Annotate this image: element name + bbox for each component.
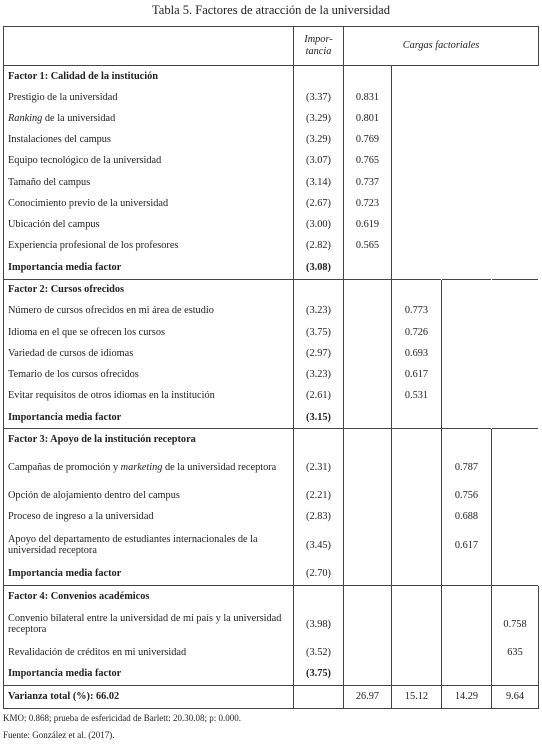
item-label-rest: de la universidad bbox=[42, 113, 116, 125]
item-loading: 0.758 bbox=[492, 607, 539, 642]
table-row bbox=[4, 172, 539, 193]
item-importance: (3.29) bbox=[294, 129, 344, 150]
variance-value: 9.64 bbox=[492, 686, 539, 709]
item-label: Equipo tecnológico de la universidad bbox=[4, 151, 294, 172]
item-loading: 0.769 bbox=[344, 129, 392, 150]
table-row bbox=[4, 322, 539, 343]
item-importance: (3.23) bbox=[294, 364, 344, 385]
factor-mean-value: (3.15) bbox=[294, 406, 344, 429]
header-importance: Impor- tancia bbox=[294, 27, 344, 66]
item-importance: (2.97) bbox=[294, 343, 344, 364]
factor-mean-row bbox=[4, 663, 539, 686]
item-label-part-b: de la universidad receptora bbox=[162, 462, 277, 474]
factor-mean-row bbox=[4, 563, 539, 586]
item-loading: 0.617 bbox=[392, 364, 442, 385]
factor-4-name: Factor 4: Convenios académicos bbox=[4, 585, 294, 607]
factor-mean-row bbox=[4, 406, 539, 429]
table-title: Tabla 5. Factores de atracción de la universidad bbox=[152, 3, 390, 17]
item-label: Idioma en el que se ofrecen los cursos bbox=[4, 322, 294, 343]
item-importance: (3.98) bbox=[294, 607, 344, 642]
item-label: Experiencia profesional de los profesores bbox=[4, 235, 294, 256]
table-row bbox=[4, 87, 539, 108]
table-row bbox=[4, 214, 539, 235]
variance-value: 14.29 bbox=[442, 686, 492, 709]
table-row bbox=[4, 364, 539, 385]
item-label: Apoyo del departamento de estudiantes internacionales de la universidad receptora bbox=[4, 528, 294, 563]
item-label: Conocimiento previo de la universidad bbox=[4, 193, 294, 214]
item-loading: 0.693 bbox=[392, 343, 442, 364]
item-label: Convenio bilateral entre la universidad de mi país y la universidad receptora bbox=[4, 607, 294, 642]
item-loading: 0.801 bbox=[344, 108, 392, 129]
factor-1-name: Factor 1: Calidad de la institución bbox=[4, 66, 294, 88]
item-loading: 0.831 bbox=[344, 87, 392, 108]
item-label bbox=[4, 450, 294, 485]
variance-value: 26.97 bbox=[344, 686, 392, 709]
table-row bbox=[4, 607, 539, 642]
item-label: Instalaciones del campus bbox=[4, 129, 294, 150]
item-importance: (3.14) bbox=[294, 172, 344, 193]
item-importance: (3.23) bbox=[294, 301, 344, 322]
item-importance: (3.29) bbox=[294, 108, 344, 129]
table-row bbox=[4, 151, 539, 172]
item-loading: 0.619 bbox=[344, 214, 392, 235]
variance-total-row bbox=[4, 686, 539, 709]
table-row bbox=[4, 485, 539, 506]
factor-mean-value: (2.70) bbox=[294, 563, 344, 586]
factor-mean-value: (3.08) bbox=[294, 257, 344, 280]
table-row bbox=[4, 235, 539, 256]
kmo-note: KMO: 0.868; prueba de esfericidad de Barlett: 20.30.08; p: 0.000. bbox=[3, 713, 241, 723]
table-row bbox=[4, 642, 539, 663]
item-loading: 0.726 bbox=[392, 322, 442, 343]
factor-mean-label: Importancia media factor bbox=[4, 406, 294, 429]
factor-mean-label: Importancia media factor bbox=[4, 257, 294, 280]
factor-2-name: Factor 2: Cursos ofrecidos bbox=[4, 279, 294, 301]
item-label: Variedad de cursos de idiomas bbox=[4, 343, 294, 364]
item-importance: (3.52) bbox=[294, 642, 344, 663]
item-loading: 0.737 bbox=[344, 172, 392, 193]
source-note: Fuente: González et al. (2017). bbox=[3, 730, 115, 740]
factor-mean-label: Importancia media factor bbox=[4, 663, 294, 686]
factor-table bbox=[3, 26, 539, 709]
item-loading: 635 bbox=[492, 642, 539, 663]
item-label: Opción de alojamiento dentro del campus bbox=[4, 485, 294, 506]
table-row bbox=[4, 450, 539, 485]
item-label: Temario de los cursos ofrecidos bbox=[4, 364, 294, 385]
item-loading: 0.617 bbox=[442, 528, 492, 563]
item-importance: (2.83) bbox=[294, 507, 344, 528]
variance-value: 15.12 bbox=[392, 686, 442, 709]
item-loading: 0.565 bbox=[344, 235, 392, 256]
table-header-row bbox=[4, 27, 539, 66]
item-label: Proceso de ingreso a la universidad bbox=[4, 507, 294, 528]
item-loading: 0.773 bbox=[392, 301, 442, 322]
item-loading: 0.756 bbox=[442, 485, 492, 506]
table-row bbox=[4, 343, 539, 364]
item-label-italic: marketing bbox=[120, 462, 163, 474]
table-row bbox=[4, 193, 539, 214]
variance-total-label: Varianza total (%): 66.02 bbox=[4, 686, 294, 709]
item-loading: 0.787 bbox=[442, 450, 492, 485]
item-importance: (3.45) bbox=[294, 528, 344, 563]
item-label: Evitar requisitos de otros idiomas en la institución bbox=[4, 385, 294, 406]
item-loading: 0.723 bbox=[344, 193, 392, 214]
item-label: Número de cursos ofrecidos en mi área de estudio bbox=[4, 301, 294, 322]
item-label: Tamaño del campus bbox=[4, 172, 294, 193]
item-label-part-a: Campañas de promoción y bbox=[8, 462, 121, 474]
item-importance: (3.00) bbox=[294, 214, 344, 235]
table-row bbox=[4, 528, 539, 563]
item-importance: (2.67) bbox=[294, 193, 344, 214]
table-row bbox=[4, 108, 539, 129]
factor-mean-row bbox=[4, 257, 539, 280]
item-importance: (2.61) bbox=[294, 385, 344, 406]
factor-mean-label: Importancia media factor bbox=[4, 563, 294, 586]
table-row bbox=[4, 129, 539, 150]
item-label: Ubicación del campus bbox=[4, 214, 294, 235]
factor-mean-value: (3.75) bbox=[294, 663, 344, 686]
item-importance: (2.82) bbox=[294, 235, 344, 256]
item-importance: (3.75) bbox=[294, 322, 344, 343]
item-label: Revalidación de créditos en mi universidad bbox=[4, 642, 294, 663]
item-loading: 0.688 bbox=[442, 507, 492, 528]
factor-3-name: Factor 3: Apoyo de la institución receptora bbox=[4, 429, 294, 451]
item-loading: 0.765 bbox=[344, 151, 392, 172]
table-row bbox=[4, 507, 539, 528]
item-importance: (2.21) bbox=[294, 485, 344, 506]
item-label bbox=[4, 108, 294, 129]
item-label-italic: Ranking bbox=[8, 113, 43, 125]
table-row bbox=[4, 385, 539, 406]
item-loading: 0.531 bbox=[392, 385, 442, 406]
item-importance: (3.37) bbox=[294, 87, 344, 108]
item-importance: (2.31) bbox=[294, 450, 344, 485]
item-importance: (3.07) bbox=[294, 151, 344, 172]
table-row bbox=[4, 301, 539, 322]
header-loadings: Cargas factoriales bbox=[344, 27, 539, 66]
item-label: Prestigio de la universidad bbox=[4, 87, 294, 108]
header-empty-cell bbox=[4, 27, 294, 66]
